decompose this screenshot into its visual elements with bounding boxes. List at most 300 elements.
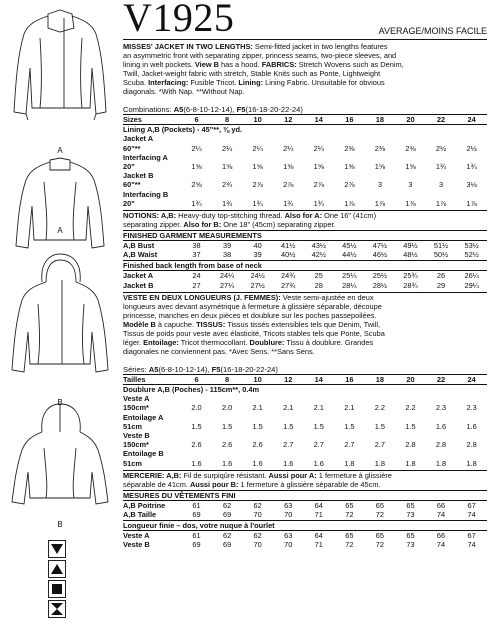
table-cell: 2⅞	[283, 180, 294, 190]
table-cell: 39	[253, 250, 262, 260]
table-cell: 2.0	[221, 403, 233, 413]
table-cell: 2¾	[221, 180, 233, 190]
bold-text: TISSUS:	[196, 319, 226, 329]
table-cell: 1.5	[221, 421, 233, 431]
table-cell: 2½	[466, 143, 477, 153]
table-cell: 70	[253, 540, 262, 550]
table-cell: 73	[406, 540, 415, 550]
series-a5-sizes: (6-8-10-12-14),	[158, 364, 212, 374]
table-cell: 72	[345, 540, 354, 550]
table-cell: 66	[436, 500, 446, 510]
text: One 16" (41cm)	[322, 211, 377, 221]
table-cell: 45½	[342, 241, 357, 251]
table-cell: 1¾	[221, 198, 233, 208]
table-cell: 71	[314, 510, 323, 520]
bold-text: Entoilage:	[143, 337, 179, 347]
table-cell: 1¾	[191, 198, 202, 208]
row-label: Entoilage A	[123, 412, 164, 422]
row-label: A,B Bust	[123, 241, 155, 251]
table-cell: 62	[222, 531, 232, 541]
table-cell: 43½	[311, 241, 326, 251]
back-length-title: Finished back length from base of neck	[123, 260, 487, 271]
table-cell: 2⅝	[191, 180, 202, 190]
table-cell: 62	[222, 500, 232, 510]
table-cell: 1.8	[405, 458, 416, 468]
text: Semi-fitted jacket in two lengths features	[252, 42, 388, 51]
table-cell: 70	[284, 540, 293, 550]
bold-text: FABRICS:	[261, 60, 297, 69]
table-cell: 1.6	[435, 421, 447, 431]
text-line	[123, 329, 487, 338]
text-line	[123, 347, 487, 356]
table-cell: 1.5	[374, 421, 386, 431]
mesures-title: MESURES DU VÊTEMENTS FINI	[123, 490, 487, 501]
table-cell: 1.6	[313, 458, 324, 468]
bold-text: NOTIONS: A,B:	[123, 211, 177, 221]
table-cell: 74	[436, 540, 446, 550]
size-header-cell: 24	[456, 115, 487, 125]
table-cell: 2.8	[405, 440, 416, 450]
table-cell: 2.1	[344, 403, 355, 413]
square-icon	[48, 580, 66, 598]
table-cell: 74	[467, 540, 476, 550]
size-header-cell: 16	[334, 374, 365, 384]
combo-f5-sizes: (16-18-20-22-24)	[245, 105, 303, 114]
table-row	[123, 241, 487, 250]
table-cell: 1.5	[191, 421, 202, 431]
table-cell: 2.6	[252, 440, 263, 450]
hourglass-icon	[48, 600, 66, 618]
table-row	[123, 153, 487, 162]
text-line	[123, 302, 487, 311]
size-header-cell: 8	[212, 115, 243, 125]
table-row	[123, 180, 487, 189]
row-label: 20"	[123, 198, 135, 208]
size-header-cell: 14	[304, 374, 335, 384]
table-cell: 39	[222, 241, 232, 251]
row-label: Jacket A	[123, 271, 154, 281]
bold-text: MERCERIE: A,B:	[123, 470, 182, 480]
table-row	[123, 403, 487, 412]
combinations-label: Combinations:	[123, 105, 174, 114]
table-cell: 29	[436, 280, 446, 290]
text-line	[123, 42, 487, 51]
table-cell: 69	[222, 510, 232, 520]
size-header-cell: 6	[181, 115, 212, 125]
size-header-cell: 12	[273, 374, 304, 384]
table-cell: 1.6	[191, 458, 202, 468]
row-label: Jacket A	[123, 134, 154, 144]
table-cell: 1¾	[466, 162, 477, 172]
text: Heavy-duty top-stitching thread.	[176, 211, 285, 221]
table-cell: 65	[345, 531, 354, 541]
text: à capuche.	[155, 319, 197, 329]
table-cell: 2.8	[466, 440, 477, 450]
bold-text: Also for B:	[183, 220, 222, 230]
bold-text: MISSES' JACKET IN TWO LENGTHS:	[123, 42, 253, 51]
table-cell: 65	[345, 500, 354, 510]
bold-text: VESTE EN DEUX LONGUEURS (J. FEMMES):	[123, 292, 281, 302]
text: diagonales ne conviennent pas. *Avec Sens. **Sans Sens.	[123, 346, 315, 356]
table-cell: 1.8	[435, 458, 447, 468]
table-cell: 1.5	[344, 421, 355, 431]
table-cell: 2⅞	[252, 180, 263, 190]
table-cell: 47½	[372, 241, 388, 251]
text: diagonals. *With Nap. **Without Nap.	[123, 87, 245, 96]
text: Tissu à doublure. Grandes	[284, 337, 374, 347]
row-label: 150cm*	[123, 440, 149, 450]
table-cell: 2¼	[313, 143, 324, 153]
table-cell: 38	[192, 241, 201, 251]
table-cell: 74	[436, 510, 446, 520]
table-cell: 1.6	[466, 421, 477, 431]
table-cell: 2¼	[252, 143, 263, 153]
french-finished-table	[123, 501, 487, 519]
bold-text: View B	[194, 60, 219, 69]
table-cell: 1.5	[405, 421, 416, 431]
table-cell: 1¾	[252, 198, 263, 208]
text-line	[123, 220, 487, 229]
table-row	[123, 510, 487, 519]
size-header-cell: 18	[365, 374, 396, 384]
row-label: 60"**	[123, 180, 141, 190]
table-cell: 40½	[281, 250, 296, 260]
row-label: Veste B	[123, 540, 150, 550]
table-row	[123, 540, 487, 549]
table-cell: 2⅞	[313, 180, 324, 190]
table-cell: 64	[314, 500, 323, 510]
table-cell: 52½	[464, 250, 479, 260]
view-label: A	[57, 146, 63, 155]
table-cell: 1⅝	[313, 162, 324, 172]
text: Fusible Tricot.	[188, 78, 239, 87]
difficulty-label: AVERAGE/MOINS FACILE	[378, 26, 487, 36]
text: princesse, manches en deux pièces et doublure sur les poches passepoilées.	[123, 310, 377, 320]
table-cell: 37	[192, 250, 201, 260]
row-label: 20"	[123, 162, 135, 172]
text-line	[123, 211, 487, 220]
table-cell: 1.6	[221, 458, 233, 468]
row-label: A,B Waist	[123, 250, 158, 260]
text: 1 fermeture à glissière séparable de 45cm.	[238, 479, 381, 489]
table-row	[123, 171, 487, 180]
table-cell: 2⅜	[374, 143, 386, 153]
table-cell: 28½	[372, 280, 388, 290]
row-label: Interfacing B	[123, 189, 169, 199]
table-cell: 25¼	[342, 271, 357, 281]
row-label: 150cm*	[123, 403, 149, 413]
text: Tricot thermocollant.	[178, 337, 250, 347]
table-cell: 67	[467, 531, 476, 541]
row-label: 51cm	[123, 421, 142, 431]
table-cell: 3⅛	[466, 180, 477, 190]
size-header-cell: 12	[273, 115, 304, 125]
table-cell: 1⅞	[466, 198, 477, 208]
table-cell: 40	[253, 241, 262, 251]
size-header-cell: Tailles	[123, 374, 181, 384]
table-cell: 62	[253, 531, 262, 541]
size-header-row	[123, 374, 487, 384]
text: Stretch Wovens such as Denim,	[296, 60, 404, 69]
table-cell: 2.0	[191, 403, 202, 413]
table-cell: 2.3	[466, 403, 477, 413]
table-cell: 2¼	[221, 143, 233, 153]
french-metrage-table	[123, 374, 487, 468]
table-cell: 70	[284, 510, 293, 520]
table-cell: 67	[467, 500, 476, 510]
table-cell: 72	[375, 510, 385, 520]
french-back-length-table	[123, 531, 487, 549]
size-header-cell: 10	[242, 115, 273, 125]
row-label: Interfacing A	[123, 152, 168, 162]
table-cell: 1⅝	[191, 162, 202, 172]
table-cell: 65	[406, 531, 415, 541]
table-cell: 28¾	[403, 280, 418, 290]
table-row	[123, 394, 487, 403]
table-cell: 66	[436, 531, 446, 541]
text-line	[123, 60, 487, 69]
size-header-cell: Sizes	[123, 115, 181, 125]
table-cell: 2.7	[313, 440, 324, 450]
table-row	[123, 422, 487, 431]
row-label: A,B Taille	[123, 510, 157, 520]
table-row	[123, 531, 487, 540]
table-row	[123, 162, 487, 171]
table-cell: 28	[314, 280, 323, 290]
pattern-number: V1925	[123, 0, 235, 40]
header	[123, 0, 487, 40]
size-header-cell: 14	[304, 115, 335, 125]
size-header-cell: 20	[395, 115, 426, 125]
triangle-down-icon	[48, 540, 66, 558]
content-column	[123, 0, 487, 630]
table-cell: 1⅝	[405, 162, 416, 172]
table-row	[123, 440, 487, 449]
table-cell: 2.1	[252, 403, 263, 413]
size-header-row	[123, 115, 487, 125]
table-cell: 64	[314, 531, 323, 541]
row-label: A,B Poitrine	[123, 500, 166, 510]
table-cell: 1.5	[252, 421, 263, 431]
table-cell: 3	[377, 180, 382, 190]
table-cell: 69	[192, 510, 201, 520]
table-cell: 1⅝	[221, 162, 233, 172]
table-cell: 2.6	[191, 440, 202, 450]
size-header-cell: 10	[242, 374, 273, 384]
english-back-length-table	[123, 271, 487, 289]
size-header-cell: 18	[365, 115, 396, 125]
text-line	[123, 293, 487, 302]
series-a5: A5	[148, 364, 159, 374]
table-row	[123, 144, 487, 153]
text-line	[123, 311, 487, 320]
table-cell: 1⅝	[283, 162, 294, 172]
table-cell: 2⅞	[344, 180, 355, 190]
text: an asymmetric front with separating zipper, princess seams, two-piece sleeves, and	[123, 51, 397, 60]
view-a-front-sketch	[6, 8, 114, 128]
table-cell: 74	[467, 510, 476, 520]
table-row	[123, 190, 487, 199]
bold-text: Interfacing:	[148, 78, 189, 87]
table-cell: 42½	[311, 250, 326, 260]
text-line	[123, 320, 487, 329]
text-line	[123, 69, 487, 78]
table-cell: 1⅝	[344, 162, 355, 172]
table-row	[123, 459, 487, 468]
table-cell: 65	[406, 500, 415, 510]
table-cell: 29¼	[464, 280, 479, 290]
table-cell: 48½	[403, 250, 418, 260]
table-cell: 25¾	[403, 271, 418, 281]
bold-text: Lining:	[238, 78, 264, 87]
view-label: B	[57, 520, 63, 529]
text: Twill, Jacket-weight fabric with stretch, Stable Knits such as Ponte, Lightweight	[123, 69, 381, 78]
table-cell: 25	[314, 271, 323, 281]
row-label: Veste A	[123, 394, 150, 404]
table-cell: 2.2	[405, 403, 416, 413]
text: lining in welt pockets.	[123, 60, 195, 69]
table-cell: 65	[375, 500, 385, 510]
view-b-back-sketch	[6, 402, 114, 510]
text: léger.	[123, 337, 144, 347]
view-b-front-sketch	[6, 252, 114, 378]
table-cell: 27¼	[219, 280, 235, 290]
table-cell: 50½	[433, 250, 449, 260]
bold-text: Aussi pour B:	[189, 479, 239, 489]
view-label: A	[57, 226, 63, 235]
table-cell: 24¾	[281, 271, 296, 281]
table-row	[123, 501, 487, 510]
table-cell: 26¼	[464, 271, 479, 281]
view-label: B	[57, 398, 63, 407]
size-header-cell: 20	[395, 374, 426, 384]
row-label: Veste B	[123, 431, 150, 441]
size-header-cell: 8	[212, 374, 243, 384]
table-cell: 69	[192, 540, 201, 550]
table-cell: 65	[375, 531, 385, 541]
table-row	[123, 134, 487, 143]
text: Lining Fabric. Unsuitable for obvious	[263, 78, 385, 87]
table-cell: 1.5	[283, 421, 294, 431]
text-line	[123, 471, 487, 480]
text: separating zipper.	[123, 220, 184, 230]
triangle-up-icon	[48, 560, 66, 578]
table-cell: 24¼	[219, 271, 235, 281]
table-cell: 28¼	[342, 280, 357, 290]
table-cell: 41½	[281, 241, 296, 251]
table-cell: 2.3	[435, 403, 447, 413]
table-cell: 2.1	[283, 403, 294, 413]
table-cell: 1.5	[313, 421, 324, 431]
text-line	[123, 51, 487, 60]
text: One 18" (45cm) separating zipper.	[221, 220, 336, 230]
table-cell: 2.7	[374, 440, 386, 450]
text: Veste semi-ajustée en deux	[280, 292, 374, 302]
table-row	[123, 250, 487, 259]
table-cell: 24½	[250, 271, 265, 281]
bold-text: Also for A:	[284, 211, 323, 221]
table-row	[123, 385, 487, 395]
text: séparable de 41cm.	[123, 479, 190, 489]
text: 1 fermeture à glissière	[316, 470, 392, 480]
table-cell: 73	[406, 510, 415, 520]
table-cell: 1⅝	[374, 162, 386, 172]
row-label: Doublure A,B (Poches) - 115cm**, 0.4m	[123, 385, 260, 395]
table-cell: 51½	[433, 241, 449, 251]
size-header-cell: 22	[426, 374, 457, 384]
row-label: Jacket B	[123, 171, 154, 181]
table-row	[123, 413, 487, 422]
table-cell: 2.7	[283, 440, 294, 450]
text-line	[123, 87, 487, 96]
sketch-column	[0, 0, 120, 630]
table-cell: 26	[436, 271, 446, 281]
table-cell: 44½	[342, 250, 357, 260]
row-label: Jacket B	[123, 280, 154, 290]
text-line	[123, 338, 487, 347]
series	[123, 365, 487, 374]
table-cell: 1¾	[435, 162, 447, 172]
table-cell: 27	[192, 280, 201, 290]
longueur-title: Longueur finie – dos, votre nuque à l'ourlet	[123, 520, 487, 531]
table-cell: 2.2	[374, 403, 386, 413]
english-finished-table	[123, 241, 487, 259]
series-f5-sizes: (16-18-20-22-24)	[220, 364, 278, 374]
text: has a hood.	[219, 60, 262, 69]
table-cell: 2½	[435, 143, 447, 153]
table-cell: 1.6	[252, 458, 263, 468]
table-row	[123, 281, 487, 290]
table-cell: 2⅜	[344, 143, 355, 153]
table-cell: 62	[253, 500, 262, 510]
text: Tissus de poids pour veste avec élasticité, Tricots stables tels que Ponte, Scuba	[123, 328, 385, 338]
table-cell: 2¼	[191, 143, 202, 153]
table-cell: 70	[253, 510, 262, 520]
table-cell: 61	[192, 531, 201, 541]
combo-a5: A5	[173, 105, 184, 114]
table-cell: 2.6	[221, 440, 233, 450]
table-cell: 1⅝	[252, 162, 263, 172]
table-row	[123, 199, 487, 208]
table-cell: 2⅜	[405, 143, 416, 153]
table-cell: 25½	[372, 271, 388, 281]
table-cell: 2¼	[283, 143, 294, 153]
size-header-cell: 22	[426, 115, 457, 125]
table-cell: 46½	[372, 250, 388, 260]
table-cell: 2.8	[435, 440, 447, 450]
bold-text: Aussi pour A:	[268, 470, 317, 480]
text: Tissus tissés extensibles tels que Denim, Twill,	[225, 319, 381, 329]
english-notions	[123, 210, 487, 229]
table-cell: 1⅞	[344, 198, 355, 208]
row-label: Entoilage B	[123, 449, 164, 459]
table-cell: 72	[345, 510, 354, 520]
table-cell: 49½	[403, 241, 418, 251]
table-cell: 61	[192, 500, 201, 510]
table-cell: 2.7	[344, 440, 355, 450]
table-cell: 1.8	[374, 458, 386, 468]
table-cell: 1¾	[283, 198, 294, 208]
size-header-cell: 6	[181, 374, 212, 384]
size-header-cell: 16	[334, 115, 365, 125]
table-row	[123, 431, 487, 440]
row-label: 60"**	[123, 143, 141, 153]
combo-f5: F5	[236, 105, 246, 114]
french-description	[123, 292, 487, 356]
combo-a5-sizes: (6-8-10-12-14),	[183, 105, 237, 114]
row-label: Lining A,B (Pockets) - 45"**, ⅜ yd.	[123, 125, 243, 135]
table-cell: 63	[284, 500, 293, 510]
